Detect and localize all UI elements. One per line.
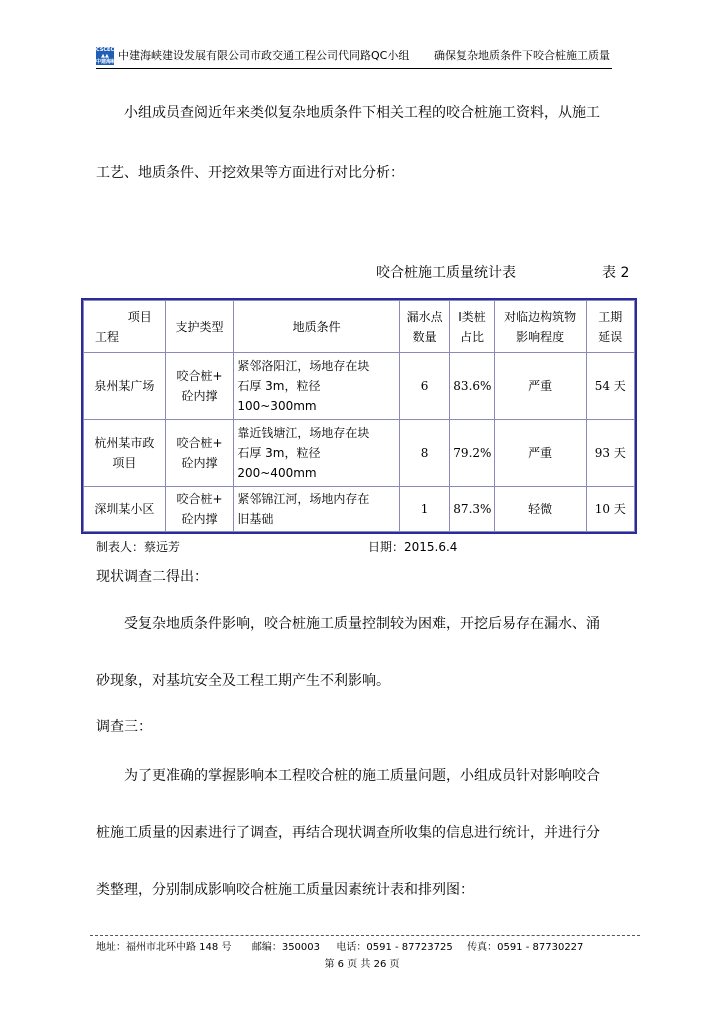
survey3-heading: 调查三： [96,719,152,735]
page-number: 第 6 页 共 26 页 [324,959,400,970]
intro-line-1: 小组成员查阅近年来类似复杂地质条件下相关工程的咬合桩施工资料，从施工 [124,105,600,121]
cell-impact: 严重 [494,353,586,420]
intro-line-2: 工艺、地质条件、开挖效果等方面进行对比分析： [96,165,404,181]
cell-delay: 93 天 [586,419,634,486]
cell-support: 咬合桩+ 砼内撑 [165,419,234,486]
page-header [96,44,612,69]
cell-support: 咬合桩+ 砼内撑 [165,486,234,531]
cell-leaks: 8 [399,419,449,486]
cell-project: 杭州某市政 项目 [84,419,166,486]
header-delay: 工期 延误 [586,301,634,353]
footer-phone: 电话：0591 - 87723725 [336,942,453,953]
cell-leaks: 1 [399,486,449,531]
cell-leaks: 6 [399,353,449,420]
table-row [84,419,635,486]
header-leaks: 漏水点 数量 [399,301,449,353]
cell-delay: 10 天 [586,486,634,531]
result-heading: 现状调查二得出： [96,569,208,585]
cell-support: 咬合桩+ 砼内撑 [165,353,234,420]
result-line-1: 受复杂地质条件影响，咬合桩施工质量控制较为困难，开挖后易存在漏水、涌 [124,616,600,632]
cell-geology: 紧邻锦江河，场地内存在 旧基础 [234,486,400,531]
header-company: 中建海峡建设发展有限公司市政交通工程公司代同路QC小组 [118,49,410,62]
header-geology: 地质条件 [234,301,400,353]
table-title: 咬合桩施工质量统计表 [376,265,516,281]
survey3-line-2: 桩施工质量的因素进行了调查，再结合现状调查所收集的信息进行统计，并进行分 [96,825,600,841]
quality-table [81,298,637,534]
footer-address: 地址：福州市北环中路 148 号 [96,942,232,953]
table-number: 表 2 [602,265,630,281]
header-impact: 对临边构筑物 影响程度 [494,301,586,353]
table-header-row [84,301,635,353]
table-row [84,353,635,420]
table-date: 日期：2015.6.4 [368,540,458,554]
footer-fax: 传真：0591 - 87730227 [467,942,584,953]
cell-project: 深圳某小区 [84,486,166,531]
footer-postcode: 邮编：350003 [251,942,321,953]
cell-project: 泉州某广场 [84,353,166,420]
table-maker: 制表人：蔡远芳 [96,540,181,554]
result-line-2: 砂现象，对基坑安全及工程工期产生不利影响。 [96,673,390,689]
header-project: 项目 工程 [84,301,166,353]
company-logo: CSCEC ▲▲ 中建海峡 [96,47,117,65]
header-support: 支护类型 [165,301,234,353]
header-class1: I类桩 占比 [450,301,494,353]
cell-geology: 靠近钱塘江，场地存在块 石厚 3m，粒径 200~400mm [234,419,400,486]
cell-geology: 紧邻洛阳江，场地存在块 石厚 3m，粒径 100~300mm [234,353,400,420]
table-row [84,486,635,531]
survey3-line-3: 类整理，分别制成影响咬合桩施工质量因素统计表和排列图： [96,882,474,898]
header-project: 确保复杂地质条件下咬合桩施工质量 [434,49,610,62]
cell-impact: 严重 [494,419,586,486]
cell-ratio: 87.3% [450,486,494,531]
cell-ratio: 83.6% [450,353,494,420]
survey3-line-1: 为了更准确的掌握影响本工程咬合桩的施工质量问题，小组成员针对影响咬合 [124,768,600,784]
cell-delay: 54 天 [586,353,634,420]
cell-impact: 轻微 [494,486,586,531]
page-footer [96,938,583,953]
cell-ratio: 79.2% [450,419,494,486]
footer-divider [90,935,640,936]
